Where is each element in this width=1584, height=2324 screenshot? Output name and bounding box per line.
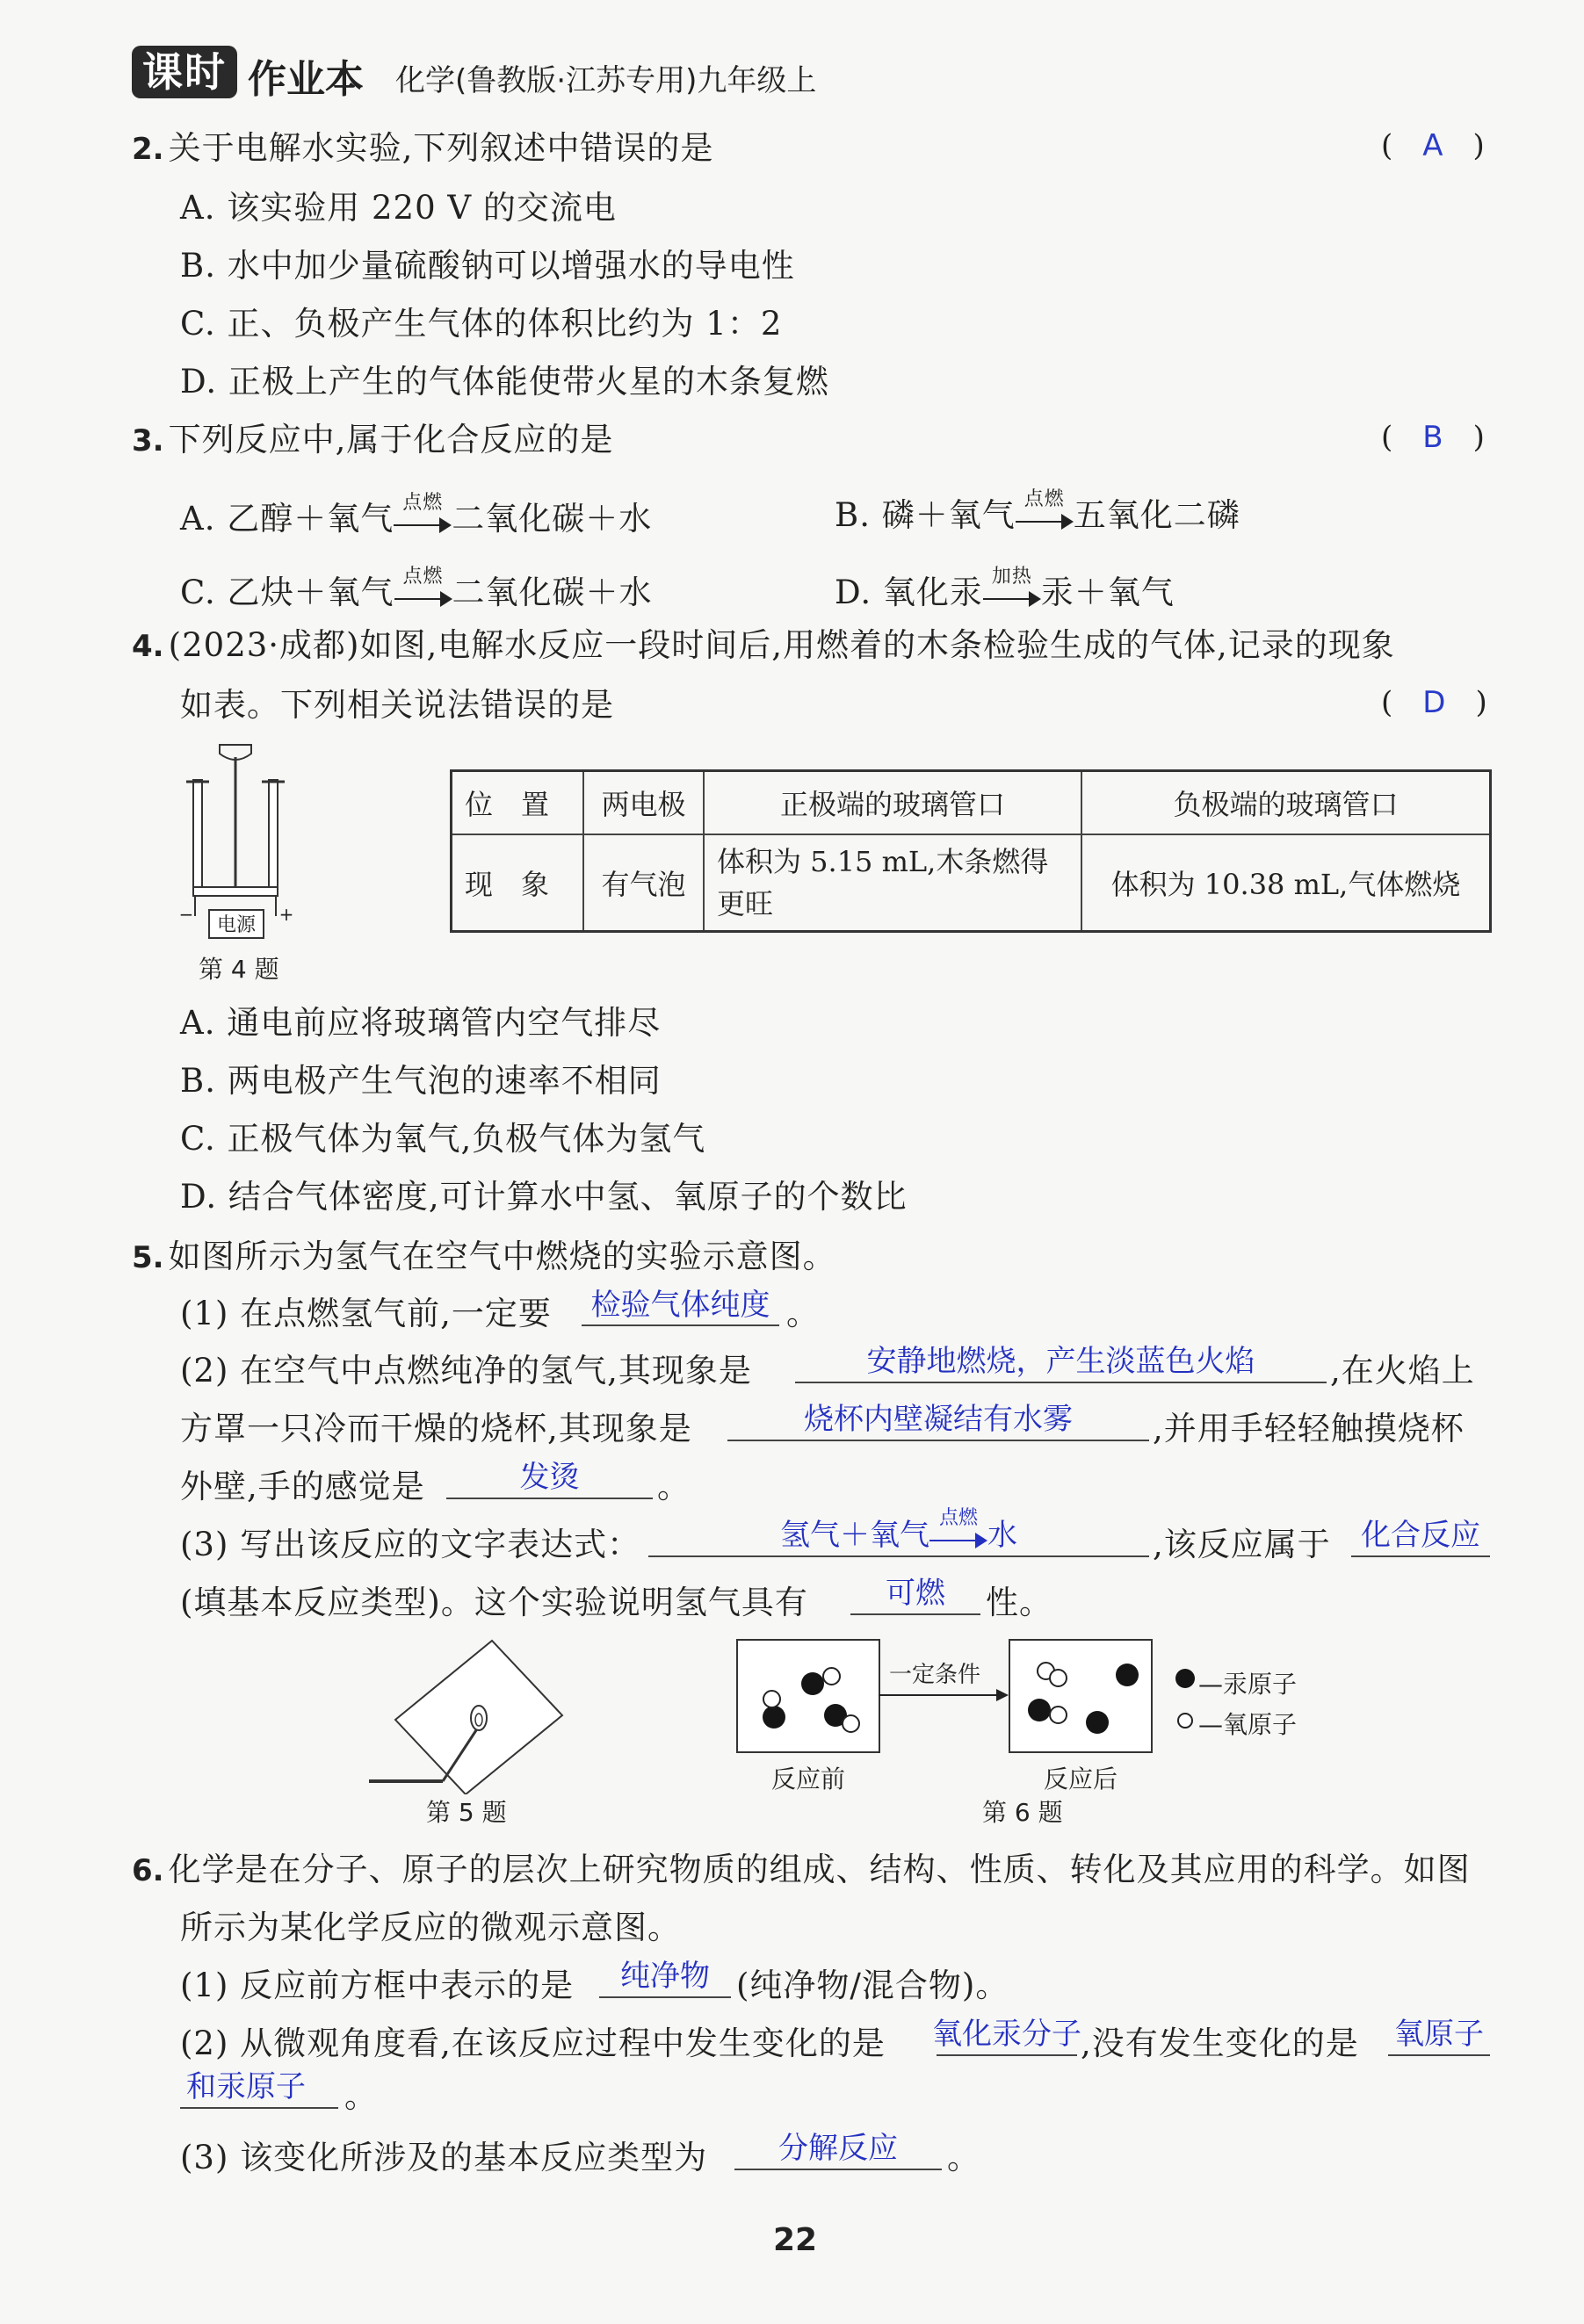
question-stem-line2: 如表。下列相关说法错误的是	[180, 686, 614, 724]
mercury-atom	[1028, 1699, 1051, 1721]
legend-mercury-icon	[1175, 1669, 1195, 1688]
answer-choice: A	[1422, 128, 1443, 163]
figure-caption: 第 4 题	[199, 955, 279, 984]
minus-label: −	[178, 904, 194, 925]
figure-caption: 第 6 题	[982, 1798, 1063, 1827]
option: B. 两电极产生气泡的速率不相同	[180, 1062, 662, 1100]
legend-mercury: —汞原子	[1198, 1670, 1298, 1699]
question-number: 4.	[132, 629, 164, 664]
condition: 点燃	[402, 565, 444, 588]
table-header-row	[452, 771, 1491, 835]
table-cell: 现 象	[452, 834, 584, 932]
option: C. 正极气体为氧气,负极气体为氢气	[180, 1120, 706, 1158]
q5-part1-prompt: (1) 在点燃氢气前,一定要	[180, 1295, 552, 1332]
option: C. 正、负极产生气体的体积比约为 1：2	[180, 305, 783, 343]
reactants: A. 乙醇＋氧气	[180, 500, 394, 538]
q5-part2-tail: ,在火焰上	[1330, 1352, 1475, 1389]
option-b	[835, 488, 1240, 536]
oxygen-atom	[842, 1714, 860, 1733]
after-reaction-box	[1009, 1639, 1153, 1753]
option: A. 该实验用 220 V 的交流电	[180, 189, 617, 227]
question-2	[132, 121, 713, 169]
hydrogen-combustion-diagram	[369, 1632, 580, 1794]
plus-label: +	[278, 904, 294, 925]
option: B. 水中加少量硫酸钠可以增强水的导电性	[180, 247, 795, 285]
reactants: C. 乙炔＋氧气	[180, 574, 394, 611]
handwritten-answer: 化合反应	[1361, 1518, 1480, 1553]
products: 五氧化二磷	[1073, 496, 1240, 534]
page-number: 22	[773, 2222, 818, 2258]
table-cell: 位 置	[452, 771, 584, 835]
book-title: 作业本	[248, 57, 364, 102]
book-subtitle: 化学(鲁教版·江苏专用)九年级上	[395, 63, 817, 98]
handwritten-answer: 氧原子	[1394, 2017, 1484, 2052]
question-6	[132, 1843, 1471, 1890]
mercury-atom	[763, 1706, 785, 1729]
handwritten-answer: 烧杯内壁凝结有水雾	[804, 1402, 1073, 1437]
q6-part1-prompt: (1) 反应前方框中表示的是	[180, 1967, 575, 2004]
reaction-arrow	[1016, 487, 1074, 531]
question-stem: 关于电解水实验,下列叙述中错误的是	[168, 129, 714, 167]
q6-part1-tail: (纯净物/混合物)。	[736, 1967, 1009, 2004]
question-stem: 下列反应中,属于化合反应的是	[168, 421, 614, 458]
q5-part3-prompt: (3) 写出该反应的文字表达式：	[180, 1526, 641, 1563]
table-cell: 体积为 5.15 mL,木条燃得更旺	[704, 834, 1081, 932]
reactants: D. 氧化汞	[835, 574, 983, 611]
handwritten-answer: 发烫	[519, 1460, 580, 1495]
handwritten-answer: 安静地燃烧，产生淡蓝色火焰	[866, 1344, 1255, 1379]
reaction-arrow	[929, 1506, 987, 1550]
handwritten-answer: 分解反应	[778, 2131, 898, 2166]
answer-bracket: ( D )	[1381, 685, 1487, 720]
question-stem-line1: 化学是在分子、原子的层次上研究物质的组成、结构、性质、转化及其应用的科学。如图	[168, 1851, 1471, 1888]
series-badge: 课时	[132, 46, 237, 98]
mercury-atom	[801, 1672, 824, 1695]
oxygen-atom	[1049, 1669, 1067, 1687]
q5-part2b-tail: ,并用手轻轻触摸烧杯	[1153, 1410, 1465, 1447]
option-c	[180, 566, 653, 613]
products: 二氧化碳＋水	[452, 574, 653, 611]
power-label: 电源	[216, 914, 257, 936]
answer-choice: D	[1422, 685, 1446, 720]
question-stem-line2: 所示为某化学反应的微观示意图。	[180, 1909, 681, 1946]
reaction-arrow	[394, 565, 452, 609]
punctuation: 。	[947, 2139, 980, 2176]
condition: 加热	[991, 565, 1032, 588]
products: 二氧化碳＋水	[452, 500, 653, 538]
condition: 点燃	[938, 1506, 978, 1529]
legend-oxygen: —氧原子	[1198, 1710, 1298, 1739]
handwritten-answer: 纯净物	[620, 1959, 710, 1994]
question-number: 6.	[132, 1853, 164, 1888]
products: 汞＋氧气	[1040, 574, 1175, 611]
table-cell: 正极端的玻璃管口	[704, 771, 1081, 835]
handwritten-answer: 和汞原子	[186, 2069, 306, 2104]
q6-part3-prompt: (3) 该变化所涉及的基本反应类型为	[180, 2139, 708, 2176]
table-cell: 有气泡	[583, 834, 704, 932]
punctuation: 。	[344, 2077, 378, 2115]
q5-part3b-prompt: (填基本反应类型)。这个实验说明氢气具有	[180, 1584, 808, 1621]
reaction-arrow	[879, 1686, 1009, 1704]
option-a	[180, 492, 652, 539]
condition: 点燃	[1023, 487, 1065, 510]
option: D. 正极上产生的气体能使带火星的木条复燃	[180, 363, 829, 401]
handwritten-answer: 氧化汞分子	[932, 2017, 1081, 2052]
reaction-arrow	[983, 565, 1041, 609]
option: A. 通电前应将玻璃管内空气排尽	[180, 1004, 662, 1042]
figure-caption: 第 5 题	[426, 1798, 507, 1827]
question-5	[132, 1230, 836, 1277]
reactants: B. 磷＋氧气	[835, 496, 1016, 534]
q6-part2-prompt: (2) 从微观角度看,在该反应过程中发生变化的是	[180, 2024, 886, 2062]
answer-bracket: ( B )	[1381, 420, 1485, 455]
question-number: 2.	[132, 132, 164, 167]
punctuation: 。	[657, 1468, 691, 1505]
products: 水	[987, 1518, 1017, 1553]
q5-part3b-tail: 性。	[986, 1584, 1052, 1621]
table-cell: 体积为 10.38 mL,气体燃烧	[1081, 834, 1491, 932]
question-stem: 如图所示为氢气在空气中燃烧的实验示意图。	[168, 1238, 836, 1275]
handwritten-equation	[648, 1506, 1149, 1554]
q5-part2c-prompt: 外壁,手的感觉是	[180, 1468, 425, 1505]
q5-part3-mid: ,该反应属于	[1153, 1526, 1331, 1563]
mercury-atom	[1116, 1664, 1139, 1686]
answer-choice: B	[1422, 420, 1443, 455]
reaction-arrow	[394, 491, 452, 535]
oxygen-atom	[822, 1667, 841, 1685]
table-cell: 两电极	[583, 771, 704, 835]
handwritten-answer: 可燃	[886, 1576, 945, 1611]
punctuation: 。	[786, 1295, 820, 1332]
question-4	[132, 618, 1395, 666]
q6-part2-mid: ,没有发生变化的是	[1081, 2024, 1359, 2062]
question-number: 5.	[132, 1240, 164, 1275]
table-cell: 负极端的玻璃管口	[1081, 771, 1491, 835]
question-3	[132, 413, 613, 460]
question-stem-line1: (2023·成都)如图,电解水反应一段时间后,用燃着的木条检验生成的气体,记录的现象	[168, 626, 1395, 664]
electrolysis-apparatus-diagram	[174, 736, 306, 947]
table-row	[452, 834, 1491, 932]
legend-oxygen-icon	[1177, 1713, 1193, 1729]
mercury-atom	[1086, 1711, 1109, 1734]
option-d	[835, 566, 1175, 613]
q5-part2-prompt: (2) 在空气中点燃纯净的氢气,其现象是	[180, 1352, 752, 1389]
question-number: 3.	[132, 423, 164, 458]
reactants: 氢气＋氧气	[780, 1518, 929, 1553]
after-label: 反应后	[1044, 1765, 1118, 1794]
condition: 点燃	[402, 491, 444, 514]
before-reaction-box	[736, 1639, 880, 1753]
reaction-condition: 一定条件	[889, 1662, 981, 1688]
oxygen-atom	[763, 1690, 781, 1708]
before-label: 反应前	[771, 1765, 846, 1794]
answer-bracket: ( A )	[1381, 128, 1485, 163]
q5-part2b-prompt: 方罩一只冷而干燥的烧杯,其现象是	[180, 1410, 692, 1447]
observation-table	[450, 769, 1492, 933]
option: D. 结合气体密度,可计算水中氢、氧原子的个数比	[180, 1178, 908, 1216]
oxygen-atom	[1049, 1706, 1067, 1724]
handwritten-answer: 检验气体纯度	[590, 1288, 770, 1323]
